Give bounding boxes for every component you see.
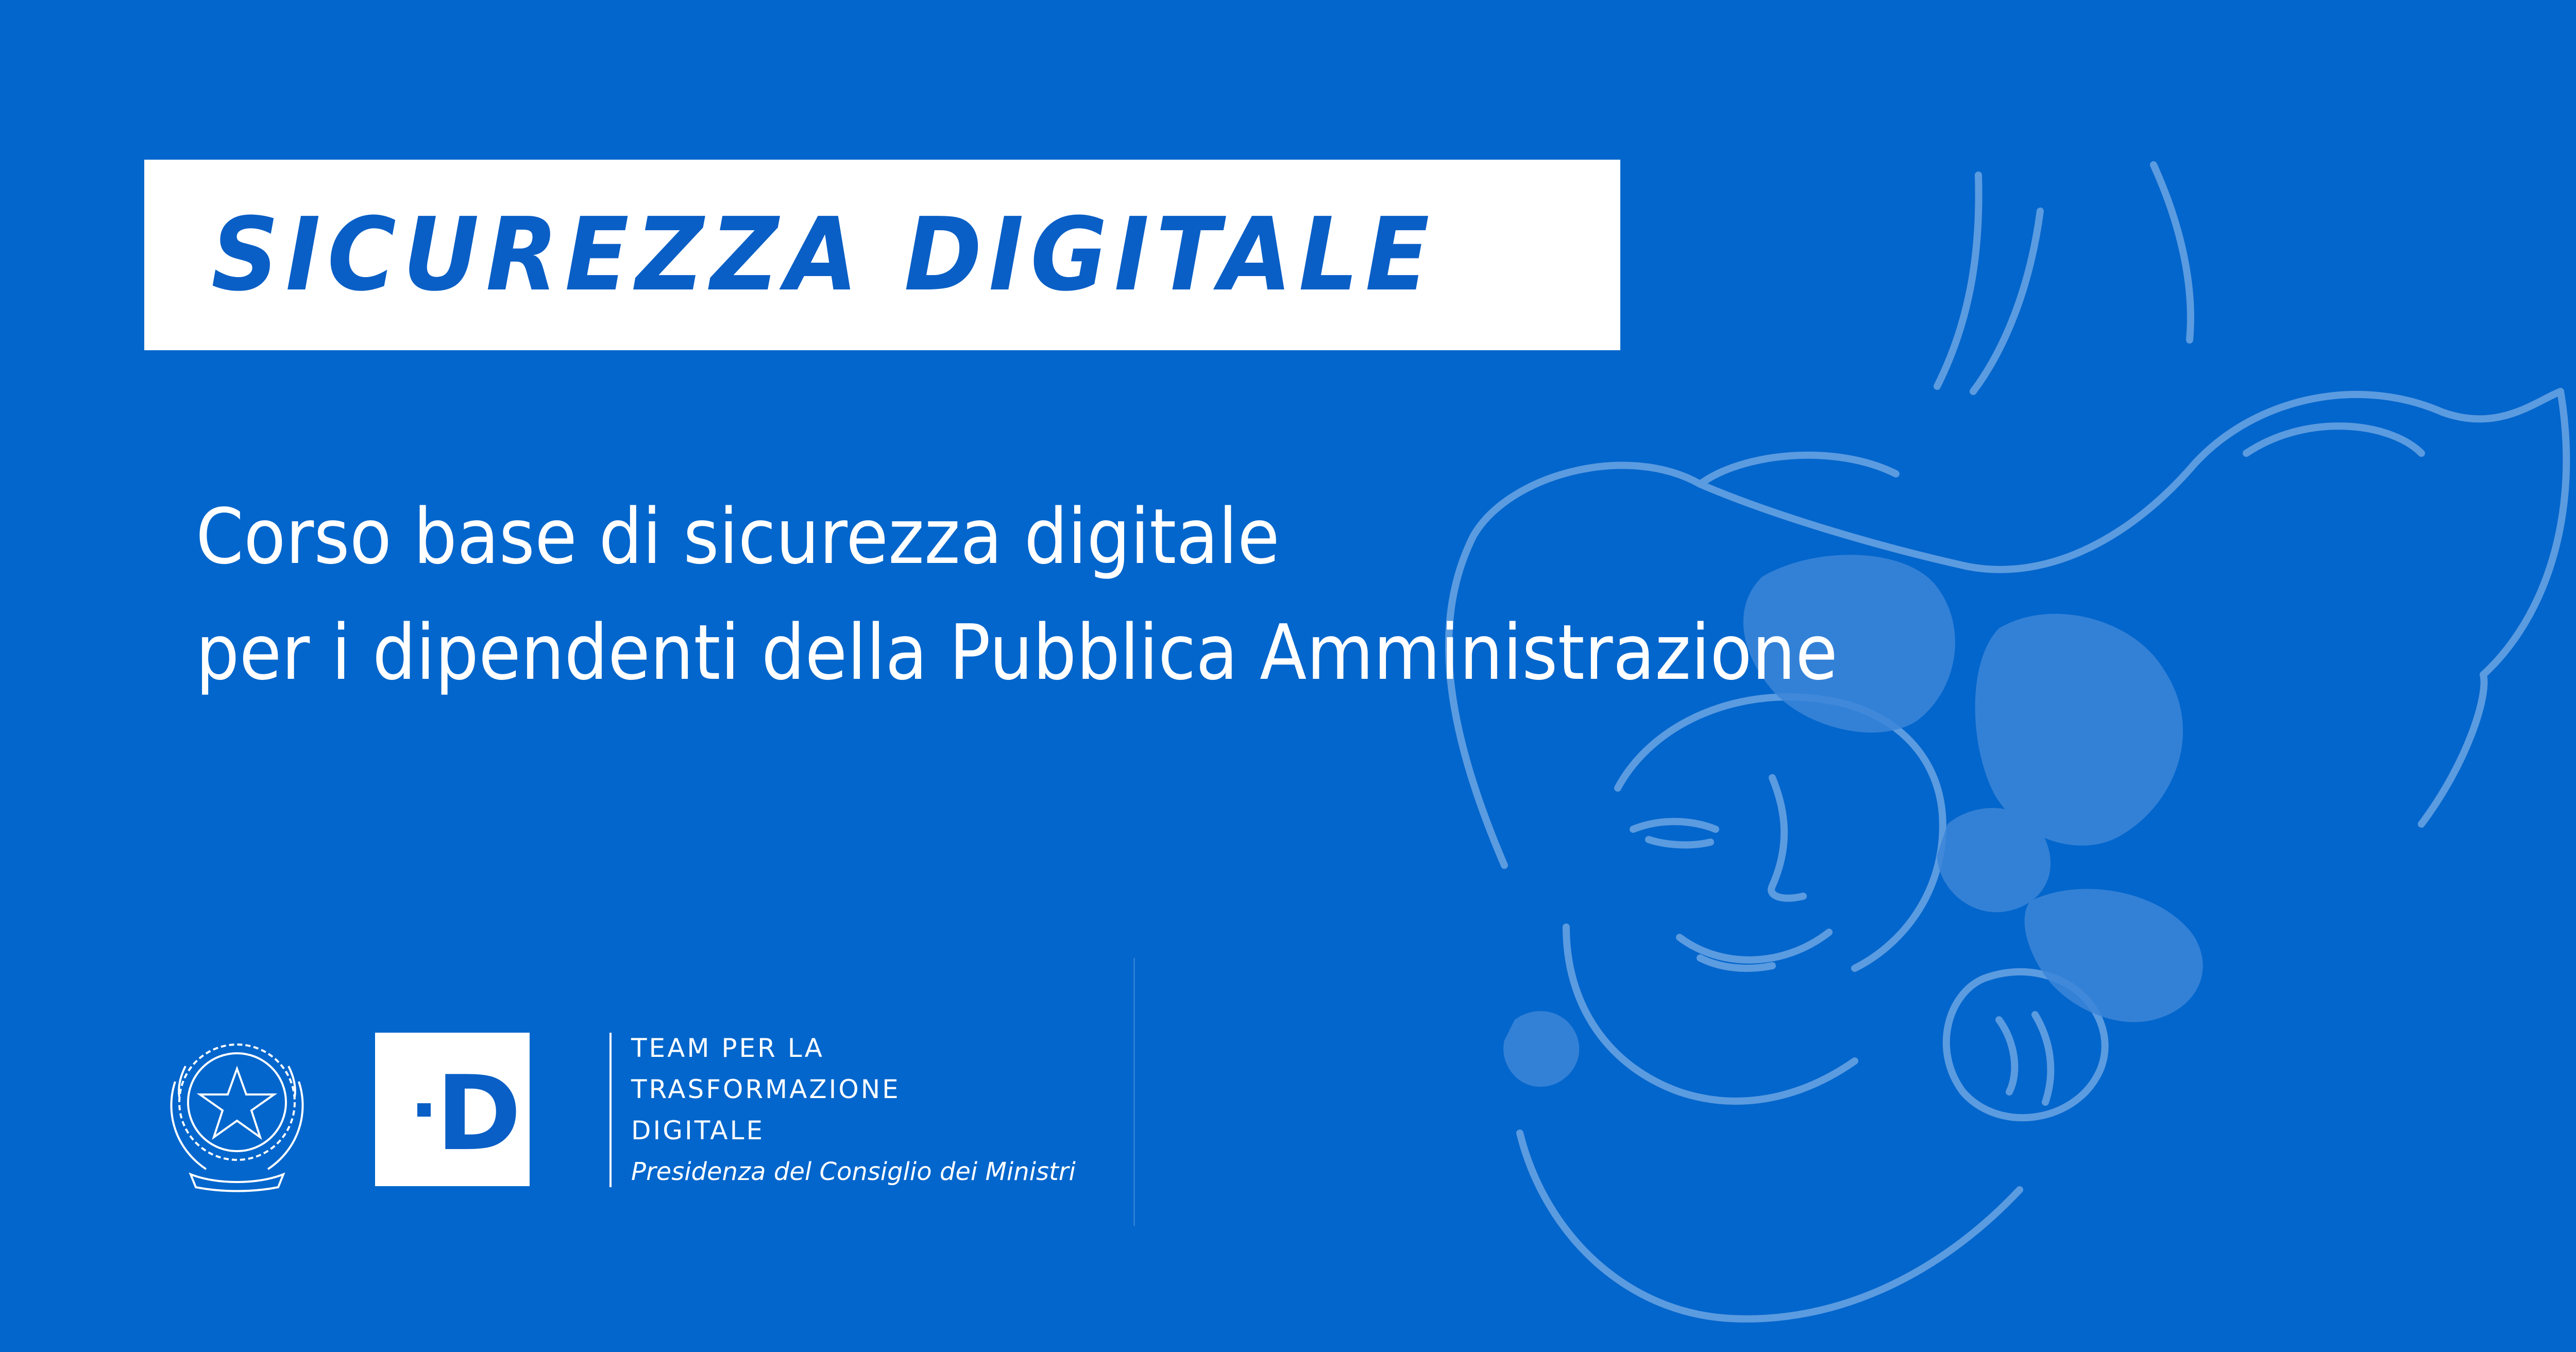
logo-dot	[417, 1103, 431, 1117]
page-title: SICUREZZA DIGITALE	[211, 196, 1436, 314]
team-line-3: DIGITALE	[631, 1116, 765, 1145]
subtitle-line-1: Corso base di sicurezza digitale	[196, 492, 1280, 581]
logo-divider	[609, 1033, 612, 1187]
team-text-block	[631, 1028, 1076, 1192]
title-banner	[144, 160, 1620, 350]
team-line-1: TEAM PER LA	[631, 1033, 824, 1063]
team-subline: Presidenza del Consiglio dei Ministri	[631, 1157, 1076, 1186]
subtitle-line-2: per i dipendenti della Pubblica Amministrazione	[196, 608, 1838, 697]
logo-letter: D	[436, 1054, 522, 1174]
subtitle	[196, 479, 1838, 711]
faint-divider	[1133, 958, 1135, 1226]
italian-republic-emblem-icon	[155, 1020, 319, 1195]
team-digitale-logo	[375, 1033, 530, 1186]
team-line-2: TRASFORMAZIONE	[631, 1074, 901, 1104]
